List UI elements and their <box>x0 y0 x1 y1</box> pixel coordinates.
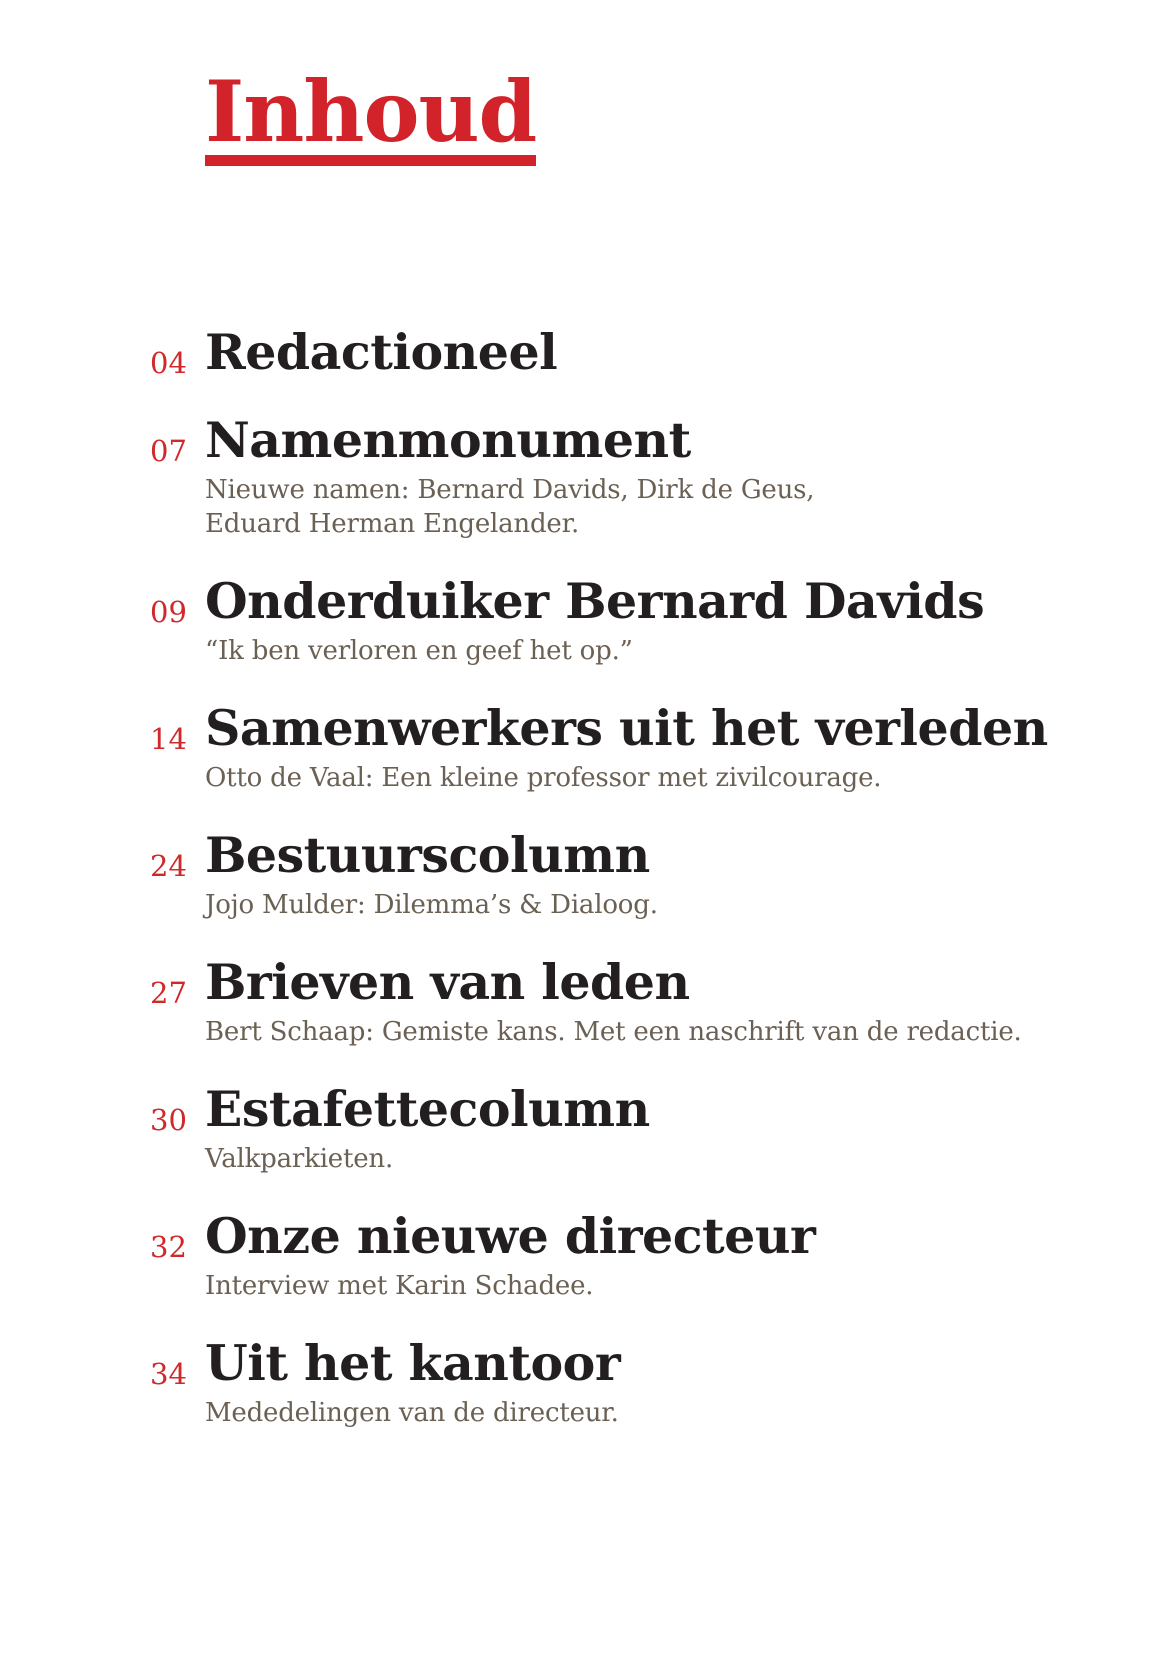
toc-entry <box>150 573 1106 668</box>
page-header <box>205 62 1106 166</box>
entry-body <box>205 954 1106 1049</box>
entry-title: Redactioneel <box>205 323 558 381</box>
entry-body <box>205 324 1106 380</box>
entry-body <box>205 412 1106 541</box>
toc-entry <box>150 700 1106 795</box>
entry-title: Uit het kantoor <box>205 1334 621 1392</box>
entry-subtitle <box>205 634 1106 668</box>
entry-body <box>205 1208 1106 1303</box>
entry-title: Bestuurscolumn <box>205 826 650 884</box>
entry-page-number: 30 <box>150 1103 187 1137</box>
entry-body <box>205 1081 1106 1176</box>
entry-subtitle <box>205 1142 1106 1176</box>
entry-page-number: 34 <box>150 1357 187 1391</box>
entry-page-number: 04 <box>150 346 187 380</box>
entry-title: Namenmonument <box>205 411 691 469</box>
entry-subtitle-line: Nieuwe namen: Bernard Davids, Dirk de Geus, <box>205 475 815 505</box>
entry-subtitle-line: Valkparkieten. <box>205 1144 394 1174</box>
entry-page-number: 27 <box>150 976 187 1010</box>
entry-subtitle <box>205 1396 1106 1430</box>
toc-entry <box>150 954 1106 1049</box>
entry-subtitle-line: Bert Schaap: Gemiste kans. Met een naschrift van de redactie. <box>205 1017 1022 1047</box>
entry-subtitle <box>205 1015 1106 1049</box>
entry-subtitle <box>205 761 1106 795</box>
entry-subtitle-line: Mededelingen van de directeur. <box>205 1398 619 1428</box>
entry-title: Estafettecolumn <box>205 1080 650 1138</box>
toc-entry <box>150 1335 1106 1430</box>
page-title: Inhoud <box>205 70 536 166</box>
entry-body <box>205 573 1106 668</box>
toc-entry <box>150 324 1106 380</box>
toc-entry <box>150 1081 1106 1176</box>
entry-title: Onderduiker Bernard Davids <box>205 572 985 630</box>
entry-page-number: 07 <box>150 434 187 468</box>
entry-subtitle <box>205 1269 1106 1303</box>
toc-entry <box>150 412 1106 541</box>
entry-page-number: 24 <box>150 849 187 883</box>
entry-subtitle-line: Jojo Mulder: Dilemma’s & Dialoog. <box>205 890 658 920</box>
entry-title: Brieven van leden <box>205 953 690 1011</box>
entry-subtitle-line: Interview met Karin Schadee. <box>205 1271 594 1301</box>
entry-subtitle-line: Otto de Vaal: Een kleine professor met zivilcourage. <box>205 763 882 793</box>
entry-body <box>205 827 1106 922</box>
entry-subtitle-line: “Ik ben verloren en geef het op.” <box>205 636 633 666</box>
entry-title: Onze nieuwe directeur <box>205 1207 816 1265</box>
entry-subtitle <box>205 888 1106 922</box>
entry-subtitle-line: Eduard Herman Engelander. <box>205 509 580 539</box>
entry-page-number: 09 <box>150 595 187 629</box>
toc-list <box>150 324 1106 1430</box>
toc-entry <box>150 827 1106 922</box>
entry-page-number: 32 <box>150 1230 187 1264</box>
entry-title: Samenwerkers uit het verleden <box>205 699 1048 757</box>
entry-body <box>205 700 1106 795</box>
entry-body <box>205 1335 1106 1430</box>
entry-page-number: 14 <box>150 722 187 756</box>
entry-subtitle <box>205 473 1106 541</box>
toc-entry <box>150 1208 1106 1303</box>
